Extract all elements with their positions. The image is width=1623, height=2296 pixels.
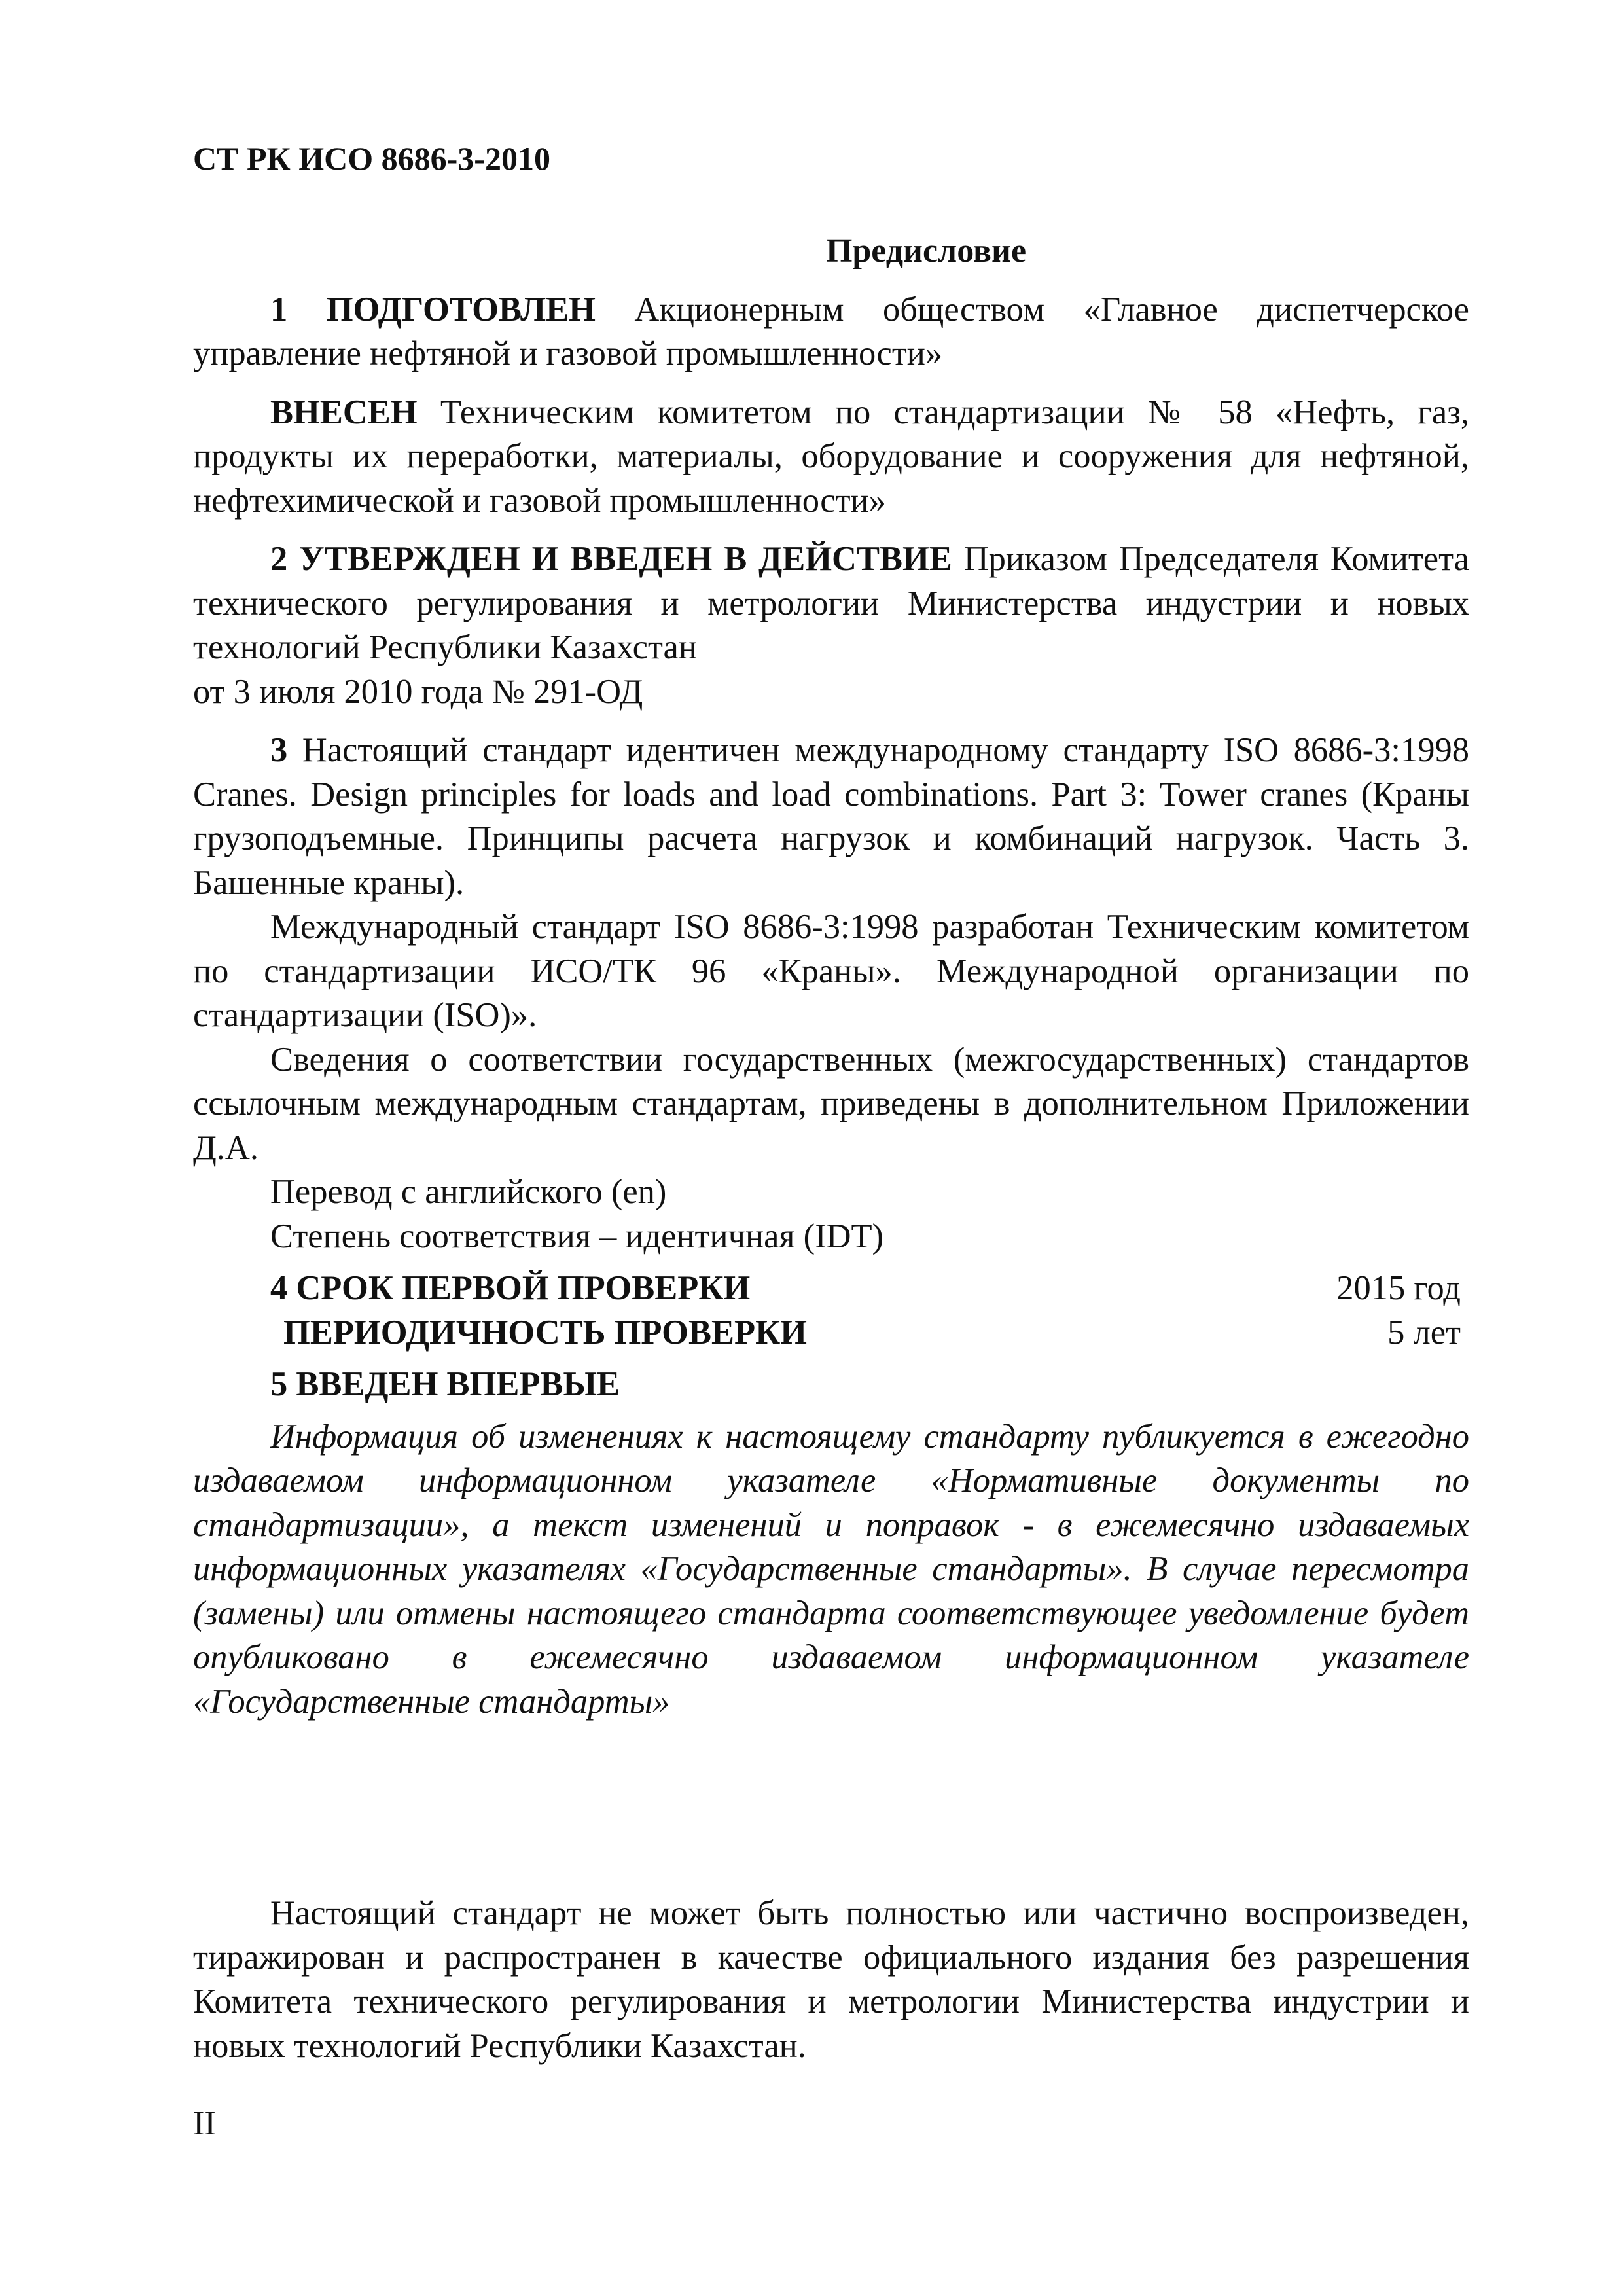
item-5-line: 5 ВВЕДЕН ВПЕРВЫЕ bbox=[270, 1365, 620, 1403]
foreword-title: Предисловие bbox=[825, 232, 1027, 270]
item-3-international-standard: Международный стандарт ISO 8686-3:1998 разработан Техническим комитетом по стандартизации ИСО/ТК 96 «Краны». Международной организации по стандартизации (ISO)». bbox=[193, 908, 1469, 1034]
item-2-text: Приказом Председателя Комитета технического регулирования и метрологии Министерства индустрии и новых технологий Республики Казахстан bbox=[193, 540, 1469, 666]
translation-line: Перевод с английского (en) bbox=[270, 1173, 667, 1211]
item-3-conformity-info: Сведения о соответствии государственных (межгосударственных) стандартов ссылочным международным стандартам, приведены в дополнительном Приложении Д.А. bbox=[193, 1040, 1469, 1167]
item-1-paragraph bbox=[193, 288, 1469, 376]
introduced-text: Техническим комитетом по стандартизации № 58 «Нефть, газ, продукты их переработки, материалы, оборудование и сооружения для нефтяной, нефтехимической и газовой промышленности» bbox=[193, 393, 1469, 520]
document-code: СТ РК ИСО 8686-3-2010 bbox=[193, 140, 550, 177]
changes-info-paragraph: Информация об изменениях к настоящему стандарту публикуется в ежегодно издаваемом информационном указателе «Нормативные документы по стандартизации», а текст изменений и поправок - в ежемесячно издаваемых информационных указателях «Государственные стандарты». В случае пересмотра (замены) или отмены настоящего стандарта соответствующее уведомление будет опубликовано в ежемесячно издаваемом информационном указателе «Государственные стандарты» bbox=[193, 1417, 1469, 1721]
item-1-text: Акционерным обществом «Главное диспетчерское управление нефтяной и газовой промышленности» bbox=[193, 290, 1469, 372]
item-3-paragraph bbox=[193, 728, 1469, 905]
item-3-text: Настоящий стандарт идентичен международному стандарту ISO 8686-3:1998 Cranes. Design principles for loads and load combinations. Part 3: Tower cranes (Краны грузоподъемные. Принципы расчета нагрузок и комбинаций нагрузок. Часть 3. Башенные краны). bbox=[193, 731, 1469, 902]
conformity-line: Степень соответствия – идентичная (IDT) bbox=[270, 1217, 884, 1255]
introduced-label: ВНЕСЕН bbox=[270, 393, 418, 431]
item-1-label: 1 ПОДГОТОВЛЕН bbox=[270, 290, 596, 329]
first-check-value: 2015 год bbox=[1336, 1269, 1461, 1307]
item-3-label: 3 bbox=[270, 731, 288, 769]
item-2-label: 2 УТВЕРЖДЕН И ВВЕДЕН В ДЕЙСТВИЕ bbox=[270, 540, 952, 578]
item-2-paragraph bbox=[193, 537, 1469, 670]
first-check-row bbox=[193, 1266, 1469, 1311]
first-check-label: 4 СРОК ПЕРВОЙ ПРОВЕРКИ bbox=[270, 1269, 751, 1307]
introduced-paragraph bbox=[193, 391, 1469, 524]
periodicity-value: 5 лет bbox=[1387, 1313, 1461, 1352]
copyright-notice-text: Настоящий стандарт не может быть полностью или частично воспроизведен, тиражирован и распространен в качестве официального издания без разрешения Комитета технического регулирования и метрологии Министерства индустрии и новых технологий Республики Казахстан. bbox=[193, 1894, 1469, 2065]
foreword-section bbox=[193, 229, 1469, 1724]
periodicity-row bbox=[193, 1311, 1469, 1355]
periodicity-label: ПЕРИОДИЧНОСТЬ ПРОВЕРКИ bbox=[283, 1313, 807, 1352]
copyright-notice bbox=[193, 1892, 1469, 2068]
page-number: II bbox=[193, 2105, 216, 2142]
item-2-date: от 3 июля 2010 года № 291-ОД bbox=[193, 672, 643, 711]
